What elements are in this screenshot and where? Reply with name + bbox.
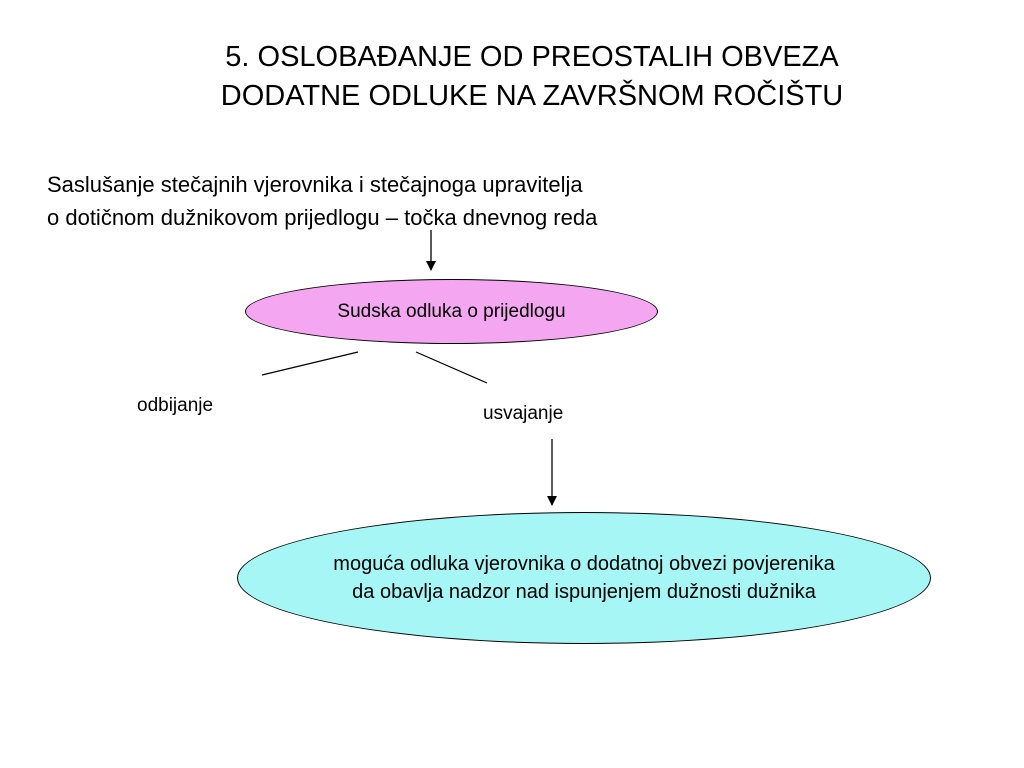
outcome-node-line-1: moguća odluka vjerovnika o dodatnoj obvezi povjerenika <box>333 553 835 575</box>
intro-line-2: o dotičnom dužnikovom prijedlogu – točka dnevnog reda <box>47 205 598 230</box>
decision-node-label: Sudska odluka o prijedlogu <box>337 300 566 322</box>
branch-line-right <box>416 352 487 383</box>
title-line-2: DODATNE ODLUKE NA ZAVRŠNOM ROČIŠTU <box>220 80 844 112</box>
branch-label-rejection: odbijanje <box>137 395 214 416</box>
outcome-node-line-2: da obavlja nadzor nad ispunjenjem dužnosti dužnika <box>352 581 816 603</box>
branch-line-left <box>262 352 358 375</box>
outcome-node <box>237 512 931 644</box>
title-line-1: 5. OSLOBAĐANJE OD PREOSTALIH OBVEZA <box>225 41 839 73</box>
branch-label-acceptance: usvajanje <box>483 403 564 424</box>
decision-node <box>245 279 658 344</box>
intro-line-1: Saslušanje stečajnih vjerovnika i stečajnoga upravitelja <box>47 172 583 197</box>
